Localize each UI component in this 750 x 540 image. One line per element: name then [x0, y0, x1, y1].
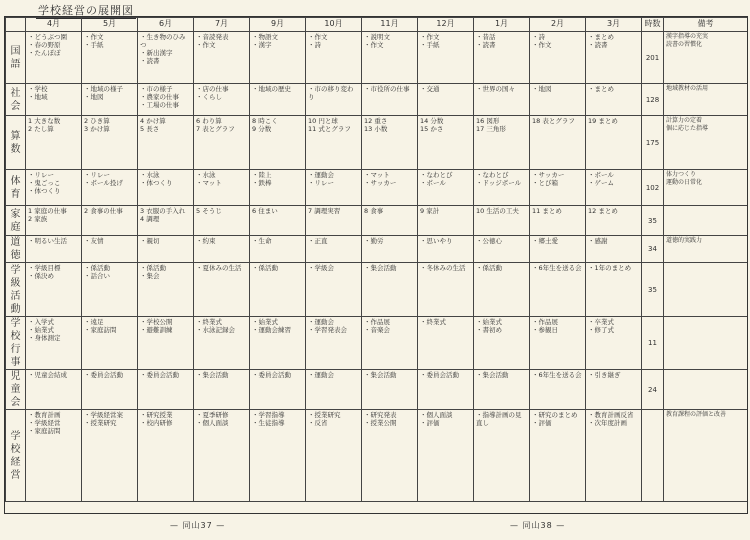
plan-cell: ・始業式 ・運動会練習: [250, 317, 306, 370]
month-header: 4月: [26, 18, 82, 32]
subject-label: 学級活動: [6, 263, 26, 317]
plan-cell: ・音読発表 ・作文: [194, 32, 250, 84]
plan-cell: 6 わり算 7 表とグラフ: [194, 116, 250, 170]
month-header: 1月: [474, 18, 530, 32]
subject-label: 国語: [6, 32, 26, 84]
remarks-cell: 漢字指導の充実 読書の習慣化: [664, 32, 748, 84]
footer-page-right: — 同山38 —: [510, 521, 566, 530]
plan-cell: ・学級会: [306, 263, 362, 317]
hours-cell: 35: [642, 206, 664, 236]
plan-cell: ・入学式 ・始業式 ・身体測定: [26, 317, 82, 370]
plan-cell: ・委員会活動: [82, 370, 138, 410]
header-row: [6, 18, 748, 32]
plan-cell: ・6年生を送る会: [530, 263, 586, 317]
hours-cell: 102: [642, 170, 664, 206]
subject-label: 学校経営: [6, 410, 26, 502]
plan-cell: ・ボール ・ゲーム: [586, 170, 642, 206]
plan-cell: ・委員会活動: [250, 370, 306, 410]
plan-cell: ・作品展 ・音楽会: [362, 317, 418, 370]
subject-row: [6, 410, 748, 502]
subject-row: [6, 370, 748, 410]
month-header: 7月: [194, 18, 250, 32]
plan-cell: ・係活動: [250, 263, 306, 317]
plan-cell: ・集会活動: [362, 370, 418, 410]
month-header: 6月: [138, 18, 194, 32]
plan-cell: ・卒業式 ・修了式: [586, 317, 642, 370]
plan-cell: ・昔話 ・読書: [474, 32, 530, 84]
month-header: 5月: [82, 18, 138, 32]
plan-cell: ・水泳 ・体つくり: [138, 170, 194, 206]
plan-cell: ・学校公開 ・避難訓練: [138, 317, 194, 370]
remarks-cell: 道徳的実践力: [664, 236, 748, 263]
plan-cell: ・指導計画の見直し: [474, 410, 530, 502]
plan-cell: ・研究のまとめ ・評価: [530, 410, 586, 502]
plan-cell: 5 そうじ: [194, 206, 250, 236]
hours-cell: 11: [642, 317, 664, 370]
plan-cell: ・感謝: [586, 236, 642, 263]
plan-cell: 1 大きな数 2 たし算: [26, 116, 82, 170]
plan-cell: 19 まとめ: [586, 116, 642, 170]
plan-cell: ・友情: [82, 236, 138, 263]
plan-cell: ・研究発表 ・授業公開: [362, 410, 418, 502]
plan-cell: 3 衣服の手入れ 4 調理: [138, 206, 194, 236]
plan-cell: ・説明文 ・作文: [362, 32, 418, 84]
plan-cell: 9 家計: [418, 206, 474, 236]
subject-label: 学校行事: [6, 317, 26, 370]
hours-cell: 24: [642, 370, 664, 410]
plan-cell: ・思いやり: [418, 236, 474, 263]
plan-cell: ・まとめ: [586, 84, 642, 116]
remarks-cell: [664, 317, 748, 370]
plan-cell: ・リレー ・鬼ごっこ ・体つくり: [26, 170, 82, 206]
plan-cell: ・公徳心: [474, 236, 530, 263]
plan-cell: ・交通: [418, 84, 474, 116]
plan-cell: 10 生活の工夫: [474, 206, 530, 236]
plan-cell: ・水泳 ・マット: [194, 170, 250, 206]
plan-cell: ・市の様子 ・農家の仕事 ・工場の仕事: [138, 84, 194, 116]
plan-cell: ・研究授業 ・校内研修: [138, 410, 194, 502]
plan-cell: 6 住まい: [250, 206, 306, 236]
plan-cell: 1 家庭の仕事 2 家族: [26, 206, 82, 236]
plan-cell: ・夏季研修 ・個人面談: [194, 410, 250, 502]
subject-label: 体育: [6, 170, 26, 206]
subject-label: 児童会: [6, 370, 26, 410]
remarks-cell: 計算力の定着 個に応じた指導: [664, 116, 748, 170]
plan-cell: ・教育計画 ・学級経営 ・家庭訪問: [26, 410, 82, 502]
subject-header: [6, 18, 26, 32]
month-header: 11月: [362, 18, 418, 32]
subject-row: [6, 236, 748, 263]
subject-label: 家庭: [6, 206, 26, 236]
plan-cell: ・引き継ぎ: [586, 370, 642, 410]
remarks-cell: 教育課程の評価と改善: [664, 410, 748, 502]
plan-cell: 2 ひき算 3 かけ算: [82, 116, 138, 170]
plan-cell: 12 まとめ: [586, 206, 642, 236]
plan-cell: ・まとめ ・読書: [586, 32, 642, 84]
plan-cell: ・地域の歴史: [250, 84, 306, 116]
remarks-cell: [664, 370, 748, 410]
plan-cell: ・生命: [250, 236, 306, 263]
plan-cell: ・委員会活動: [418, 370, 474, 410]
remarks-cell: [664, 206, 748, 236]
plan-cell: ・なわとび ・ドッジボール: [474, 170, 530, 206]
plan-cell: ・係活動 ・集会: [138, 263, 194, 317]
plan-cell: ・個人面談 ・評価: [418, 410, 474, 502]
plan-cell: ・終業式: [418, 317, 474, 370]
month-header: 10月: [306, 18, 362, 32]
plan-cell: ・委員会活動: [138, 370, 194, 410]
plan-cell: 7 調理実習: [306, 206, 362, 236]
plan-table-container: [4, 16, 748, 514]
subject-label: 社会: [6, 84, 26, 116]
subject-row: [6, 206, 748, 236]
plan-cell: ・地図: [530, 84, 586, 116]
plan-cell: ・冬休みの生活: [418, 263, 474, 317]
plan-cell: ・親切: [138, 236, 194, 263]
plan-cell: ・陸上 ・鉄棒: [250, 170, 306, 206]
plan-cell: ・どうぶつ園 ・春の野原 ・たんぽぽ: [26, 32, 82, 84]
month-header: 2月: [530, 18, 586, 32]
remarks-header: 備考: [664, 18, 748, 32]
plan-cell: ・作文 ・手紙: [418, 32, 474, 84]
plan-cell: ・学級経営案 ・授業研究: [82, 410, 138, 502]
plan-cell: ・地域の様子 ・地図: [82, 84, 138, 116]
subject-row: [6, 170, 748, 206]
plan-cell: ・市役所の仕事: [362, 84, 418, 116]
plan-cell: ・集会活動: [194, 370, 250, 410]
hours-cell: [642, 410, 664, 502]
plan-cell: ・約束: [194, 236, 250, 263]
plan-cell: ・夏休みの生活: [194, 263, 250, 317]
plan-cell: ・運動会: [306, 370, 362, 410]
hours-cell: 128: [642, 84, 664, 116]
table-body: [6, 32, 748, 502]
hours-cell: 175: [642, 116, 664, 170]
plan-cell: ・運動会 ・リレー: [306, 170, 362, 206]
plan-cell: 12 重さ 13 小数: [362, 116, 418, 170]
plan-cell: 18 表とグラフ: [530, 116, 586, 170]
plan-cell: ・正直: [306, 236, 362, 263]
plan-cell: ・始業式 ・書初め: [474, 317, 530, 370]
month-header: 12月: [418, 18, 474, 32]
hours-header: 時数: [642, 18, 664, 32]
plan-cell: ・作文 ・手紙: [82, 32, 138, 84]
hours-cell: 34: [642, 236, 664, 263]
subject-label: 道徳: [6, 236, 26, 263]
remarks-cell: 地域教材の活用: [664, 84, 748, 116]
document-title: 学校経営の展開図: [38, 4, 134, 17]
subject-label: 算数: [6, 116, 26, 170]
plan-cell: ・世界の国々: [474, 84, 530, 116]
plan-cell: ・リレー ・ボール投げ: [82, 170, 138, 206]
plan-cell: ・集会活動: [362, 263, 418, 317]
plan-cell: ・市の移り変わり: [306, 84, 362, 116]
plan-cell: ・係活動: [474, 263, 530, 317]
plan-cell: ・授業研究 ・反省: [306, 410, 362, 502]
plan-cell: ・物語文 ・漢字: [250, 32, 306, 84]
plan-cell: ・マット ・サッカー: [362, 170, 418, 206]
plan-cell: ・生き物のひみつ ・新出漢字 ・読書: [138, 32, 194, 84]
plan-cell: ・学校 ・地域: [26, 84, 82, 116]
plan-cell: ・学級目標 ・係決め: [26, 263, 82, 317]
plan-cell: ・遠足 ・家庭訪問: [82, 317, 138, 370]
plan-cell: ・作文 ・詩: [306, 32, 362, 84]
plan-cell: ・1年のまとめ: [586, 263, 642, 317]
hours-cell: 35: [642, 263, 664, 317]
plan-cell: 16 図形 17 三角形: [474, 116, 530, 170]
plan-cell: ・なわとび ・ボール: [418, 170, 474, 206]
month-header: 9月: [250, 18, 306, 32]
plan-cell: ・集会活動: [474, 370, 530, 410]
plan-cell: 8 食事: [362, 206, 418, 236]
plan-cell: 2 食事の仕事: [82, 206, 138, 236]
hours-cell: 201: [642, 32, 664, 84]
plan-cell: ・運動会 ・学習発表会: [306, 317, 362, 370]
plan-cell: ・勤労: [362, 236, 418, 263]
remarks-cell: 体力つくり 運動の日常化: [664, 170, 748, 206]
subject-row: [6, 116, 748, 170]
subject-row: [6, 317, 748, 370]
subject-row: [6, 263, 748, 317]
plan-cell: ・サッカー ・とび箱: [530, 170, 586, 206]
footer-page-left: — 同山37 —: [170, 521, 226, 530]
subject-row: [6, 32, 748, 84]
plan-cell: 11 まとめ: [530, 206, 586, 236]
plan-cell: ・作品展 ・参観日: [530, 317, 586, 370]
plan-cell: ・明るい生活: [26, 236, 82, 263]
plan-cell: ・児童会結成: [26, 370, 82, 410]
subject-row: [6, 84, 748, 116]
plan-cell: 10 円と球 11 式とグラフ: [306, 116, 362, 170]
plan-cell: 8 時こく 9 分数: [250, 116, 306, 170]
plan-cell: ・係活動 ・話合い: [82, 263, 138, 317]
plan-cell: ・6年生を送る会: [530, 370, 586, 410]
plan-cell: ・郷土愛: [530, 236, 586, 263]
plan-table: [5, 17, 748, 502]
plan-cell: ・学習指導 ・生徒指導: [250, 410, 306, 502]
plan-cell: 14 分数 15 かさ: [418, 116, 474, 170]
plan-cell: 4 かけ算 5 長さ: [138, 116, 194, 170]
remarks-cell: [664, 263, 748, 317]
plan-cell: ・終業式 ・水泳記録会: [194, 317, 250, 370]
plan-cell: ・教育計画反省 ・次年度計画: [586, 410, 642, 502]
plan-cell: ・店の仕事 ・くらし: [194, 84, 250, 116]
month-header: 3月: [586, 18, 642, 32]
plan-cell: ・詩 ・作文: [530, 32, 586, 84]
